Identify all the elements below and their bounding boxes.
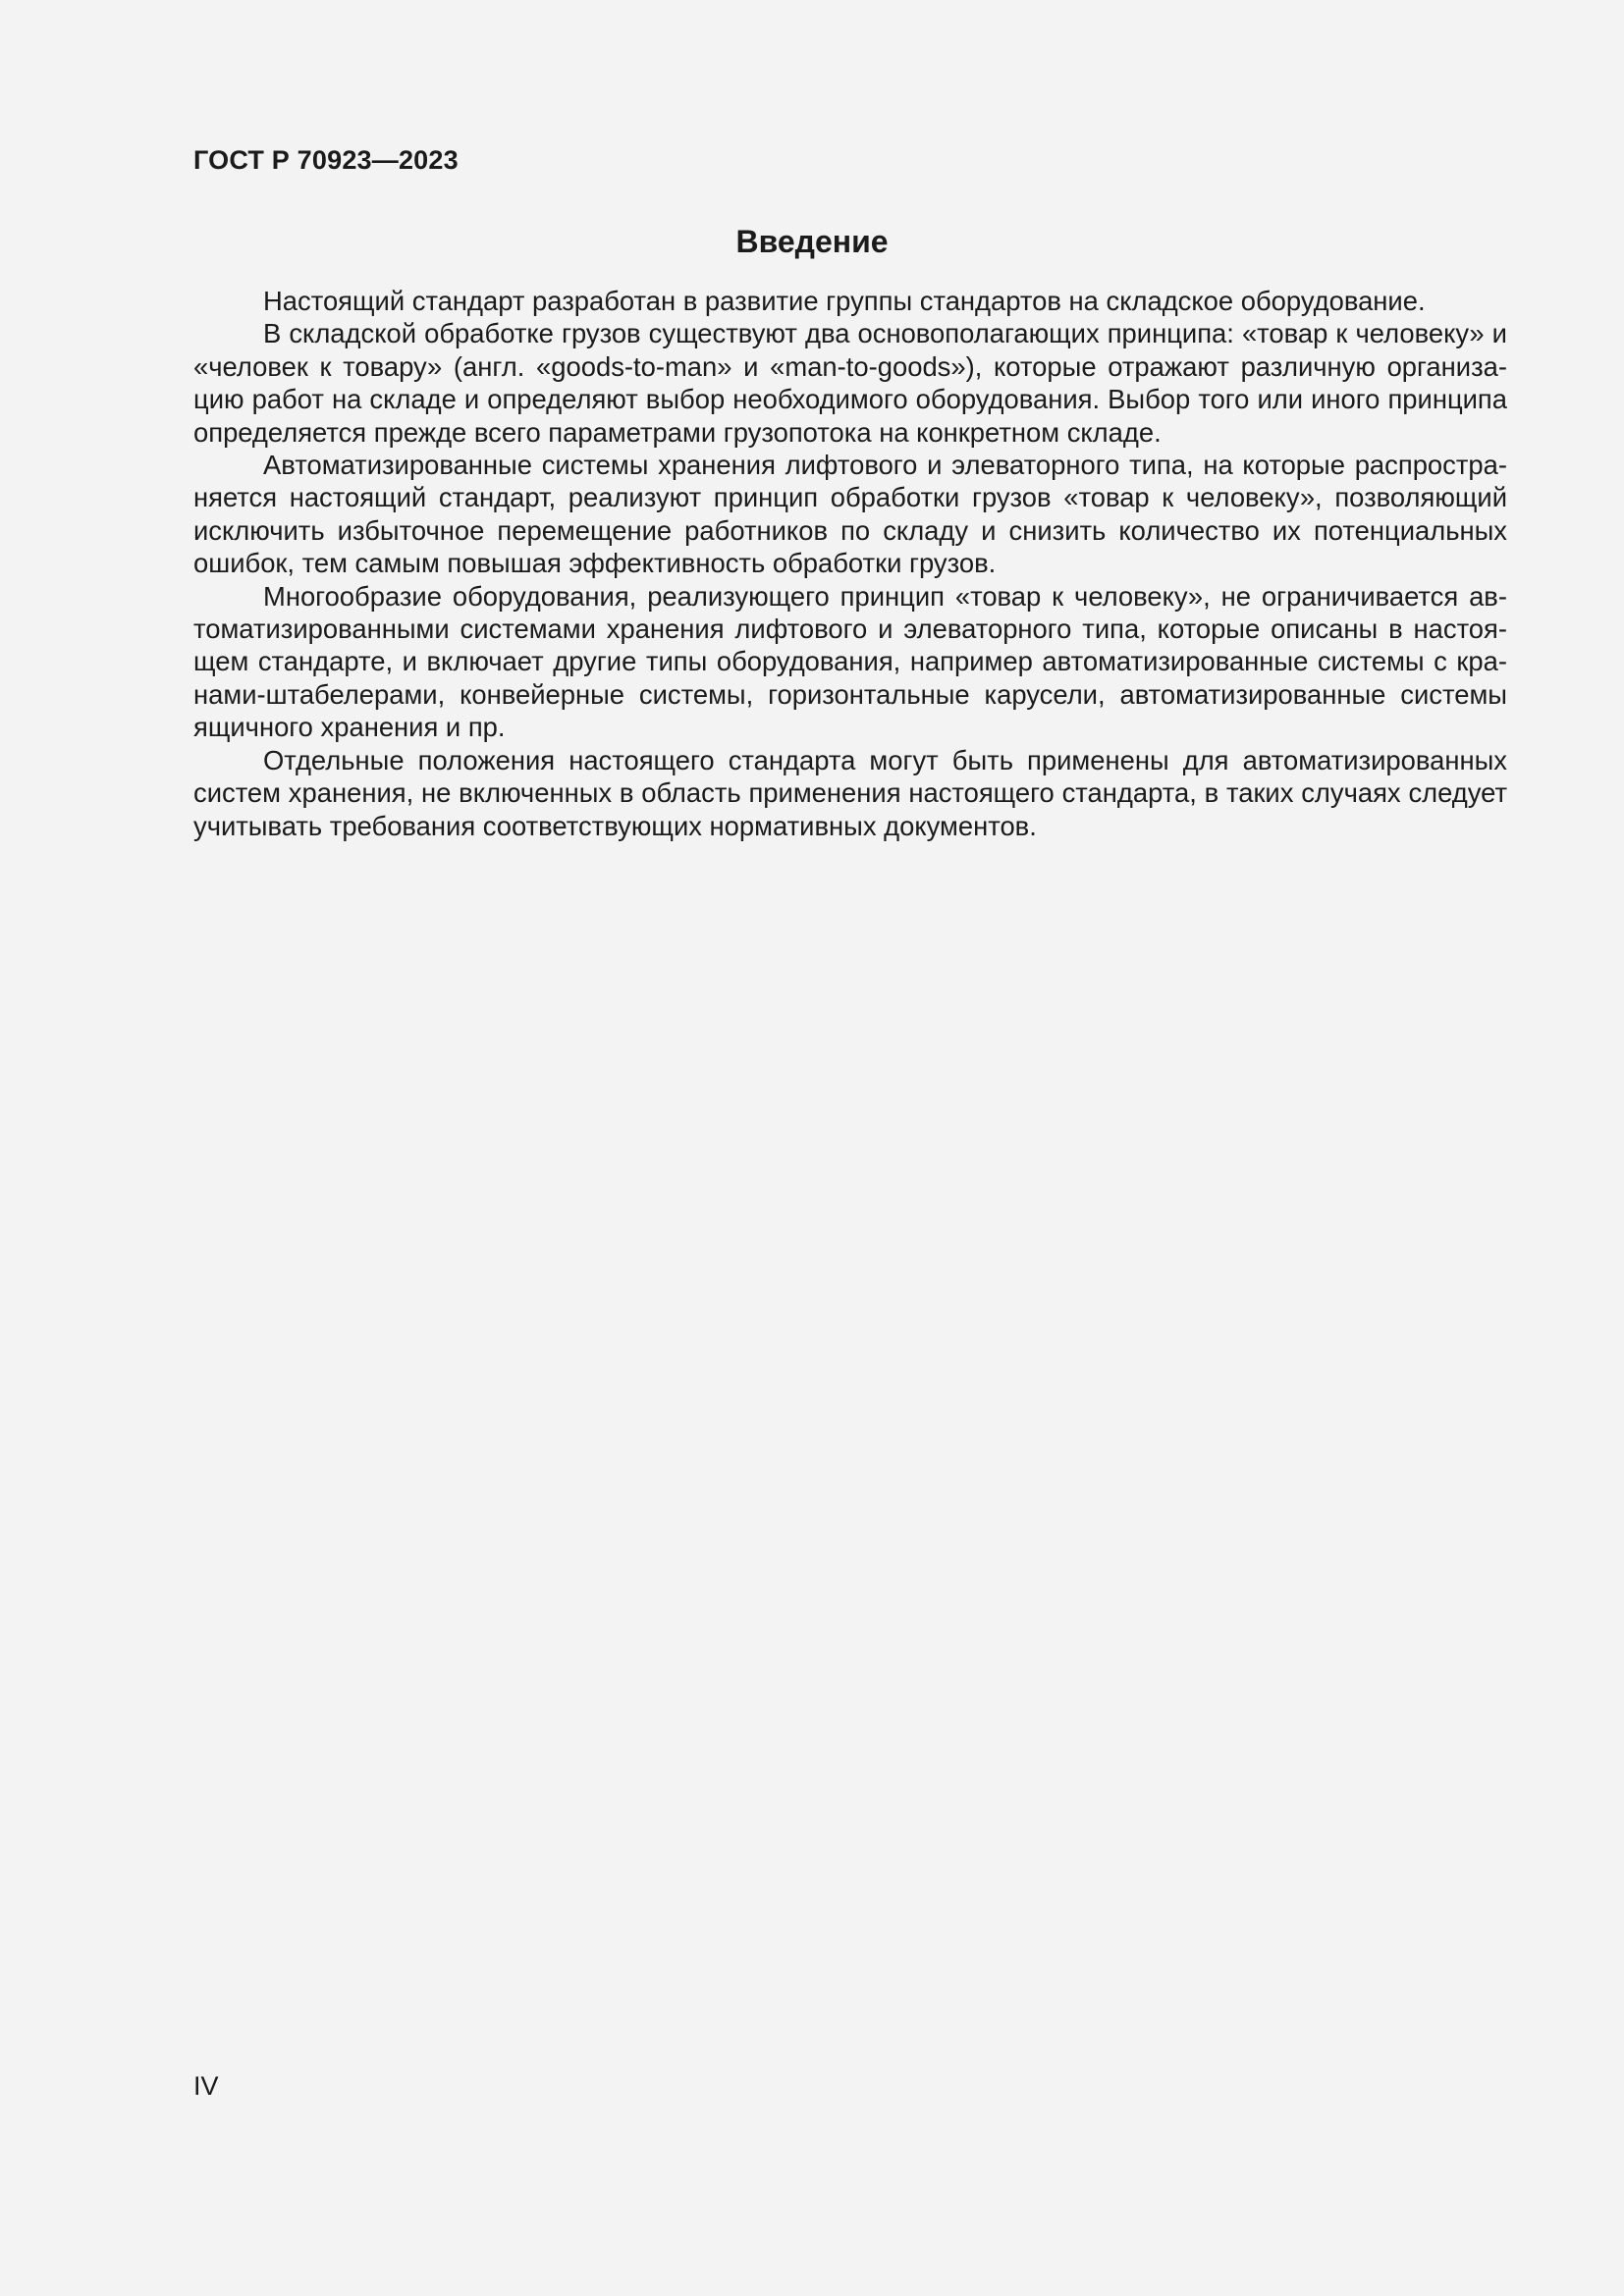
paragraph: В складской обработке грузов существуют два основополагающих принципа: «товар к человеку» и «человек к товару» (англ. «goods-to-man» и «man-to-goods»), которые отражают различную организацию работ на складе и определяют выбор необходимого оборудования. Выбор того или иного принципа определяется прежде всего параметрами грузопотока на конкретном складе. [193, 318, 1507, 448]
section-title: Введение [735, 224, 889, 259]
paragraph: Отдельные положения настоящего стандарта могут быть применены для автоматизированных систем хранения, не включенных в область применения настоящего стандарта, в таких случаях следует учитывать требования соответствующих нормативных документов. [193, 744, 1507, 841]
text-body [193, 285, 1507, 842]
paragraph: Настоящий стандарт разработан в развитие группы стандартов на складское оборудование. [263, 286, 1426, 316]
paragraph: Автоматизированные системы хранения лифтового и элеваторного типа, на которые распространяется настоящий стандарт, реализуют принцип обработки грузов «товар к человеку», позволяющий исключить избыточное перемещение работников по складу и снизить количество их потенциальных ошибок, тем самым повышая эффективность обработки грузов. [193, 450, 1507, 579]
paragraph: Многообразие оборудования, реализующего принцип «товар к человеку», не ограничивается автоматизированными системами хранения лифтового и элеваторного типа, которые описаны в настоящем стандарте, и включает другие типы оборудования, например автоматизированные системы с кранами-штабелерами, конвейерные системы, горизонтальные карусели, автоматизированные системы ящичного хранения и пр. [193, 580, 1507, 743]
standard-code-header: ГОСТ Р 70923—2023 [193, 145, 459, 175]
page-number: IV [193, 2071, 219, 2101]
